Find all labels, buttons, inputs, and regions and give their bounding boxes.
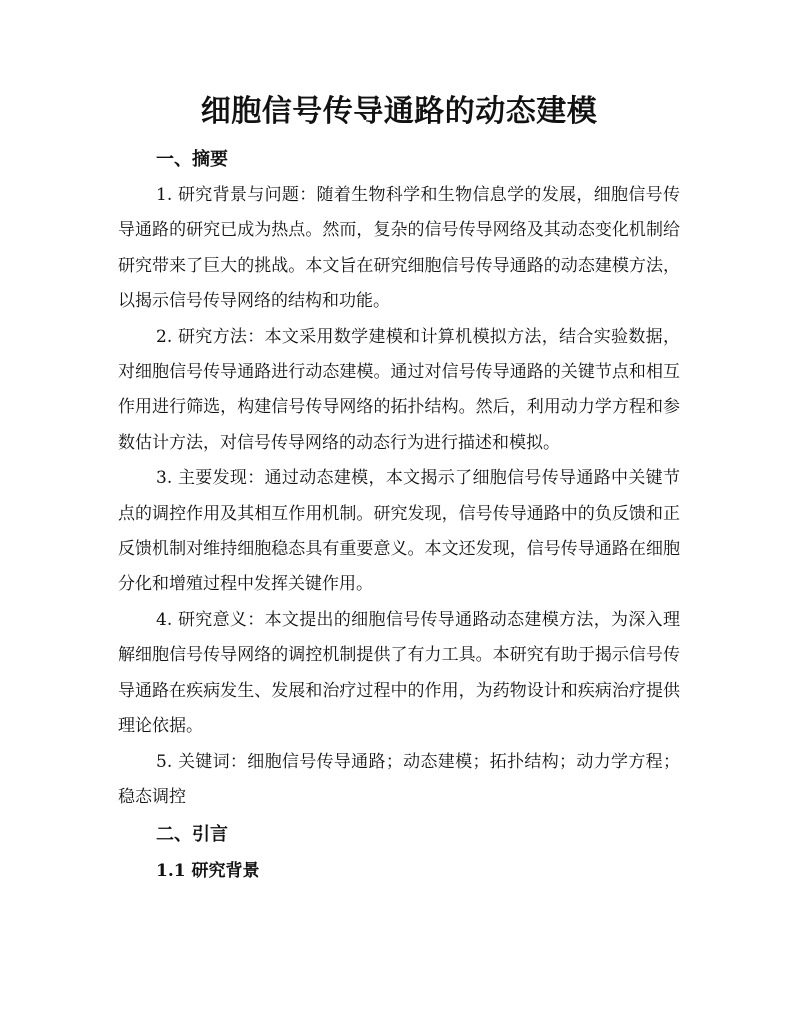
- abstract-paragraph-3: 3. 主要发现：通过动态建模，本文揭示了细胞信号传导通路中关键节点的调控作用及其相互作用机制。研究发现，信号传导通路中的负反馈和正反馈机制对维持细胞稳态具有重要意义。本文还发现，信号传导通路在细胞分化和增殖过程中发挥关键作用。: [118, 468, 680, 595]
- abstract-paragraph-5: 5. 关键词：细胞信号传导通路；动态建模；拓扑结构；动力学方程；稳态调控: [118, 751, 680, 807]
- document-title: 细胞信号传导通路的动态建模: [200, 94, 598, 129]
- abstract-paragraph-2: 2. 研究方法：本文采用数学建模和计算机模拟方法，结合实验数据，对细胞信号传导通路进行动态建模。通过对信号传导通路的关键节点和相互作用进行筛选，构建信号传导网络的拓扑结构。然后，利用动力学方程和参数估计方法，对信号传导网络的动态行为进行描述和模拟。: [118, 326, 680, 453]
- section-heading-abstract: 一、摘要: [156, 149, 228, 170]
- abstract-paragraph-1: 1. 研究背景与问题：随着生物科学和生物信息学的发展，细胞信号传导通路的研究已成为热点。然而，复杂的信号传导网络及其动态变化机制给研究带来了巨大的挑战。本文旨在研究细胞信号传导通路的动态建模方法，以揭示信号传导网络的结构和功能。: [118, 185, 680, 312]
- section-heading-introduction: 二、引言: [156, 824, 228, 846]
- abstract-paragraph-4: 4. 研究意义：本文提出的细胞信号传导通路动态建模方法，为深入理解细胞信号传导网络的调控机制提供了有力工具。本研究有助于揭示信号传导通路在疾病发生、发展和治疗过程中的作用，为药物设计和疾病治疗提供理论依据。: [118, 609, 680, 737]
- subsection-heading-research-background: 1.1 研究背景: [156, 861, 260, 882]
